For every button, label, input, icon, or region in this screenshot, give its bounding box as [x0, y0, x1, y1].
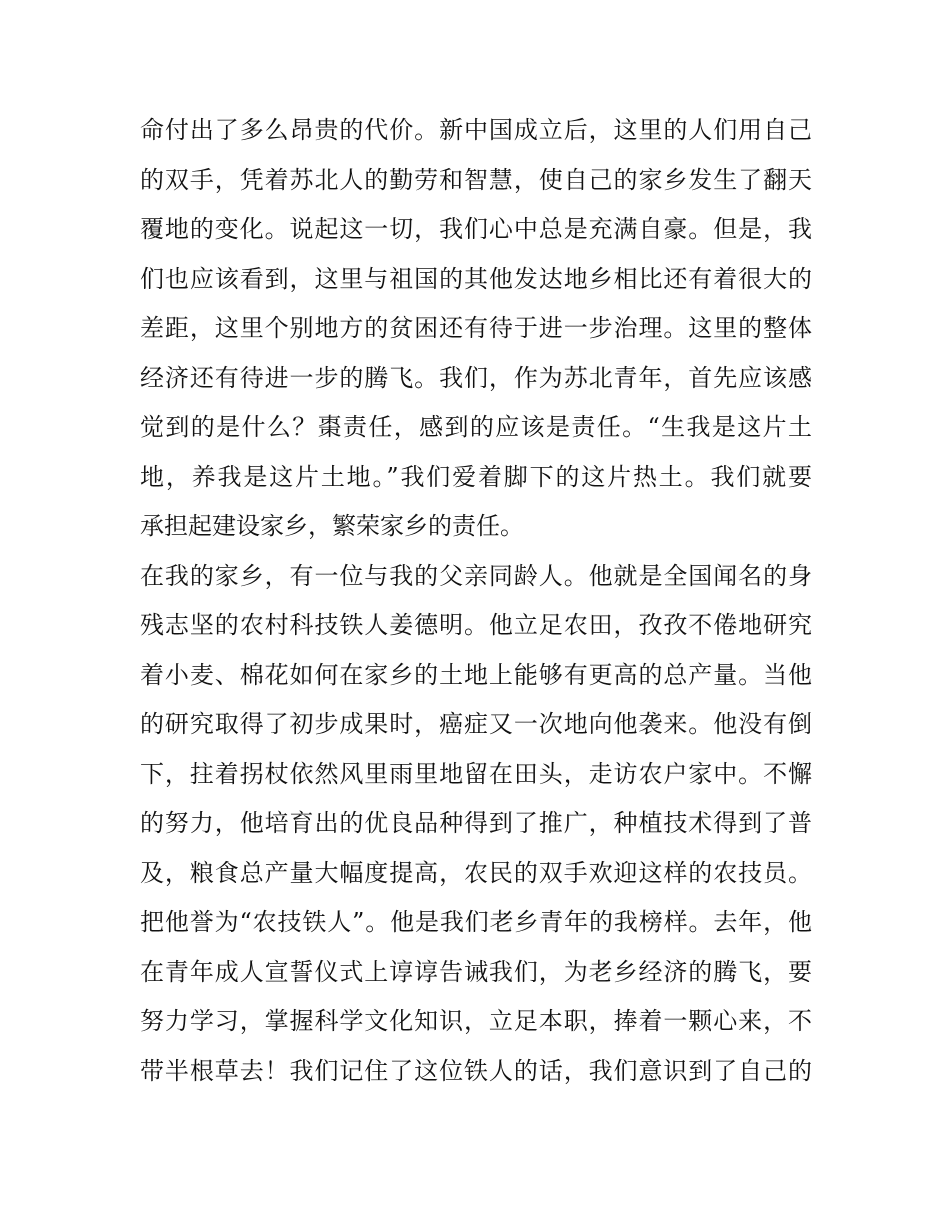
text-line: 命付出了多么昂贵的代价。新中国成立后，这里的人们用自己 [140, 116, 812, 144]
text-line: 地，养我是这片土地。”我们爱着脚下的这片热土。我们就要 [140, 462, 812, 491]
text-line: 的双手，凭着苏北人的勤劳和智慧，使自己的家乡发生了翻天 [140, 165, 812, 194]
paragraph-end-line: 承担起建设家乡，繁荣家乡的责任。 [140, 512, 524, 540]
text-line: 在我的家乡，有一位与我的父亲同龄人。他就是全国闻名的身 [140, 561, 812, 590]
text-line: 覆地的变化。说起这一切，我们心中总是充满自豪。但是，我 [140, 215, 812, 243]
text-line: 觉到的是什么？棗责任，感到的应该是责任。“生我是这片土 [140, 413, 812, 441]
text-line: 着小麦、棉花如何在家乡的土地上能够有更高的总产量。当他 [140, 660, 812, 689]
text-line: 把他誉为“农技铁人”。他是我们老乡青年的我榜样。去年，他 [140, 908, 812, 936]
text-line: 们也应该看到，这里与祖国的其他发达地乡相比还有着很大的 [140, 264, 812, 293]
text-line: 下，拄着拐杖依然风里雨里地留在田头，走访农户家中。不懈 [140, 759, 812, 788]
text-line: 及，粮食总产量大幅度提高，农民的双手欢迎这样的农技员。 [140, 858, 812, 887]
document-body [140, 106, 812, 1096]
text-line: 差距，这里个别地方的贫困还有待于进一步治理。这里的整体 [140, 314, 812, 342]
text-line: 努力学习，掌握科学文化知识，立足本职，捧着一颗心来，不 [140, 1007, 812, 1035]
text-line: 经济还有待进一步的腾飞。我们，作为苏北青年，首先应该感 [140, 363, 812, 392]
text-line: 带半根草去！我们记住了这位铁人的话，我们意识到了自己的 [140, 1056, 812, 1085]
text-line: 的努力，他培育出的优良品种得到了推广，种植技术得到了普 [140, 809, 812, 837]
text-line: 残志坚的农村科技铁人姜德明。他立足农田，孜孜不倦地研究 [140, 611, 812, 639]
text-line: 的研究取得了初步成果时，癌症又一次地向他袭来。他没有倒 [140, 710, 812, 738]
text-line: 在青年成人宣誓仪式上谆谆告诫我们，为老乡经济的腾飞，要 [140, 957, 812, 986]
